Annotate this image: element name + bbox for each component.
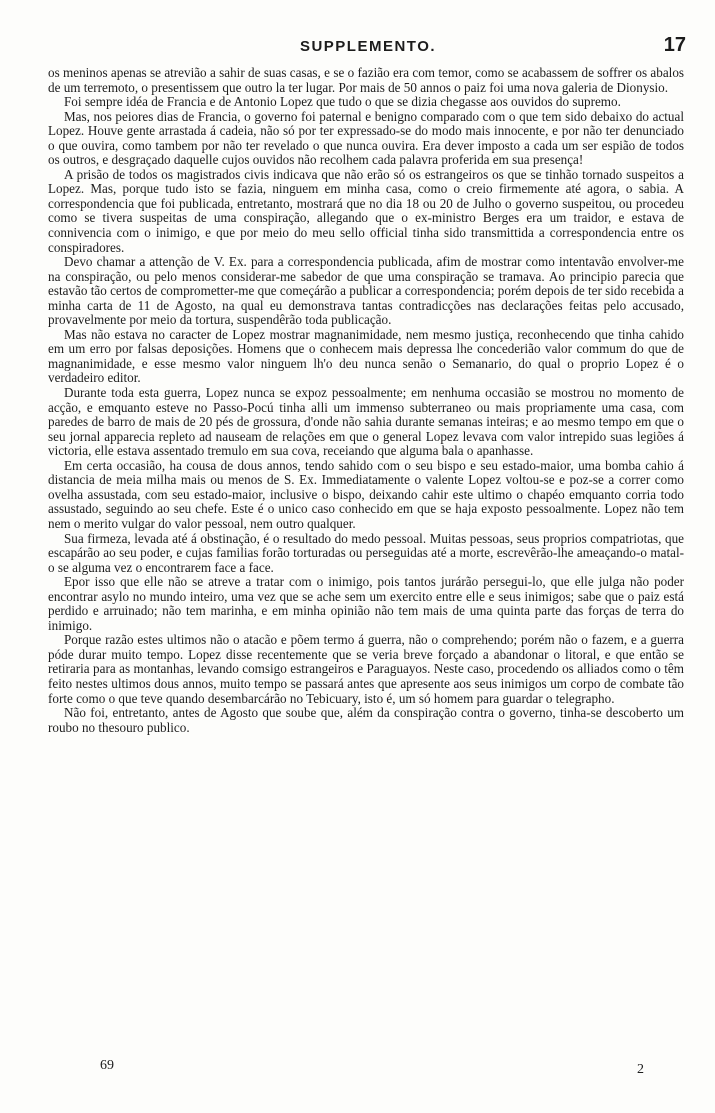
running-title: SUPPLEMENTO. [299, 38, 437, 55]
paragraph: Mas não estava no caracter de Lopez mostrar magnanimidade, nem mesmo justiça, reconhecendo que tinha cahido em um erro por falsas deposições. Homens que o conhecem mais depressa lhe concederião valor commum do que de magnanimidade, e esse mesmo valor ninguem lh'o deu nunca senão o Semanario, do qual o proprio Lopez é o verdadeiro editor. [48, 326, 684, 386]
page-number: 17 [663, 34, 686, 56]
sheet-number: 2 [637, 1062, 644, 1077]
paragraph: Mas, nos peiores dias de Francia, o governo foi paternal e benigno comparado com o que tem sido debaixo do actual Lopez. Houve gente arrastada á cadeia, não só por ter expressado-se do modo mais innocente, e por não ter denunciado o que ouvira, como tambem por não ter revelado o que nunca ouvira. Era dever imposto a cada um ser espião de todos os outros, e desgraçado daquelle cujos ouvidos não recolhem cada palavra proferida em sua presença! [48, 108, 684, 168]
paragraph: Não foi, entretanto, antes de Agosto que soube que, além da conspiração contra o governo, tinha-se descoberto um roubo no thesouro publico. [48, 705, 684, 735]
paragraph: Devo chamar a attenção de V. Ex. para a correspondencia publicada, afim de mostrar como intentavão envolver-me na conspiração, ou pelo menos considerar-me sabedor de que uma conspiração se tramava. Ao principio parecia que estavão tão certos de comprometter-me que começárão a publicar a correspondencia; porém depois de ter sido recebida a minha carta de 11 de Agosto, na qual eu demonstrava tantas contradicções nas declarações feitas pelo accusado, provavelmente por meio da tortura, suspendêrão toda publicação. [48, 254, 684, 328]
page-header [48, 34, 688, 64]
paragraph: Epor isso que elle não se atreve a tratar com o inimigo, pois tantos jurárão persegui-lo, que elle julga não poder encontrar asylo no mundo inteiro, uma vez que se ache sem um exercito entre elle e seus inimigos; sabe que o paiz está perdido e arruinado; não tem marinha, e em minha opinião não tem mais de uma quinta parte das forças de terra do inimigo. [48, 574, 684, 633]
signature-mark: 69 [100, 1058, 114, 1073]
paragraph: A prisão de todos os magistrados civis indicava que não erão só os estrangeiros os que se tinhão tornado suspeitos a Lopez. Mas, porque tudo isto se fazia, ninguem em minha casa, como o creio firmemente até agora, o sabia. A correspondencia que foi publicada, entretanto, mostrará que no dia 18 ou 20 de Julho o governo suspeitou, ou procedeu como se tivera suspeitas de uma conspiração, allegando que o ex-ministro Berges era um traidor, e estava de connivencia com o inimigo, e que por meio do meu sello official tinha sido transmittida a correspondencia entre os conspiradores. [48, 166, 684, 255]
body-text [48, 66, 684, 735]
paragraph: os meninos apenas se atrevião a sahir de suas casas, e se o fazião era com temor, como se acabassem de soffrer os abalos de um terremoto, o presentissem que outro la ter lugar. Por mais de 50 annos o paiz foi uma nova galeria de Dionysio. [48, 65, 684, 95]
paragraph: Sua firmeza, levada até á obstinação, é o resultado do medo pessoal. Muitas pessoas, seus proprios compatriotas, que escapárão ao seu poder, e cujas familias forão torturadas ou perseguidas até a morte, escrevêrão-lhe ameaçando-o matal-o se alguma vez o encontrarem face a face. [48, 530, 684, 575]
paragraph: Porque razão estes ultimos não o atacão e põem termo á guerra, não o comprehendo; porém não o fazem, e a guerra póde durar muito tempo. Lopez disse recentemente que se veria breve forçado a abandonar o litoral, e que então se retiraria para as montanhas, levando comsigo estrangeiros e Paraguayos. Neste caso, procedendo os alliados como o têm feito nestes ultimos dous annos, muito tempo se passará antes que apresente aos seus inimigos um corpo de combate tão forte como o que teve quando desembarcárão no Tebicuary, isto é, um só homem para guardar o telegrapho. [48, 632, 684, 706]
paragraph: Durante toda esta guerra, Lopez nunca se expoz pessoalmente; em nenhuma occasião se mostrou no momento de acção, e emquanto esteve no Passo-Pocú tinha alli um immenso subterraneo ou mais propriamente uma casa, com paredes de barro de mais de 20 pés de grossura, d'onde não sahia durante semanas inteiras; e ao mesmo tempo em que o seu jornal apparecia repleto ad nauseam de relações em que o general Lopez levava com valor intrepido suas legiões á victoria, elle estava assentado tremulo em sua cova, receiando que alguma bala o apanhasse. [48, 385, 684, 459]
page-footer [48, 1058, 684, 1080]
paragraph: Foi sempre idéa de Francia e de Antonio Lopez que tudo o que se dizia chegasse aos ouvidos do supremo. [64, 94, 621, 110]
paragraph: Em certa occasião, ha cousa de dous annos, tendo sahido com o seu bispo e seu estado-maior, uma bomba cahio á distancia de meia milha mais ou menos de S. Ex. Immediatamente o valente Lopez voltou-se e poz-se a correr como ovelha assustada, com seu estado-maior, inclusive o bispo, deixando cahir este ultimo o chapéo emquanto corria todo assustado, seguindo ao seu chefe. Este é o unico caso conhecido em que se haja exposto pessoalmente. Lopez não tem nem o merito vulgar do valor pessoal, nem outro qualquer. [48, 457, 684, 531]
